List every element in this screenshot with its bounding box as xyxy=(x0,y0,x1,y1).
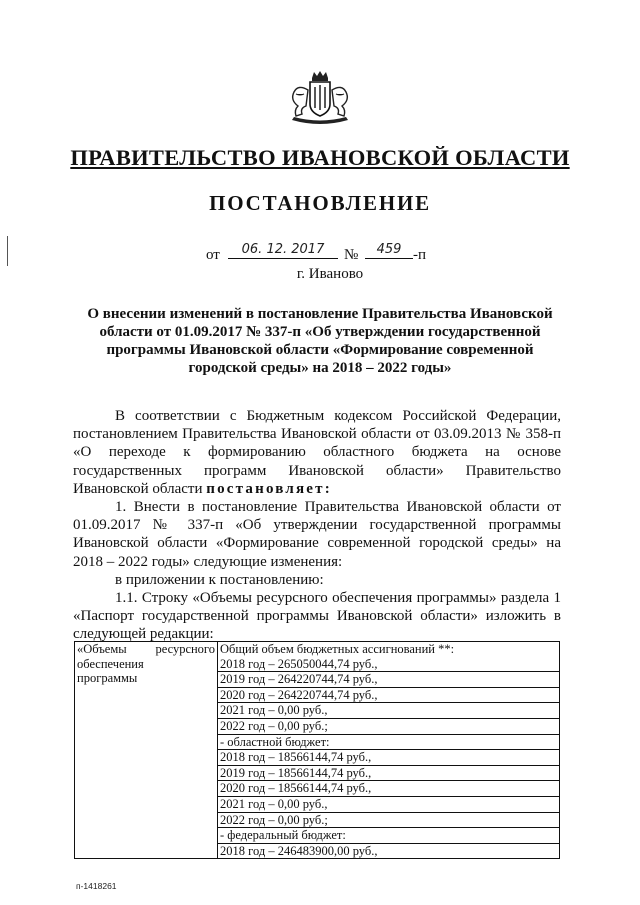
number-prefix: № xyxy=(344,247,359,263)
label-word: программы xyxy=(77,671,138,686)
organization-title: ПРАВИТЕЛЬСТВО ИВАНОВСКОЙ ОБЛАСТИ xyxy=(70,145,570,170)
table-line: 2018 год – 265050044,74 руб., xyxy=(218,657,559,673)
table-line: 2019 год – 18566144,74 руб., xyxy=(218,766,559,782)
table-row xyxy=(75,642,560,859)
document-subject: О внесении изменений в постановление Правительства Ивановской области от 01.09.2017 № 337-п «Об утверждении государственной программы Ивановской области «Формирование современной городской среды» на 2018 – 2022 годы» xyxy=(87,306,553,376)
paragraph-row-change: 1.1. Строку «Объемы ресурсного обеспечения программы» раздела 1 «Паспорт государственной программы Ивановской области» изложить в следующей редакции: xyxy=(73,590,561,643)
table-line: Общий объем бюджетных ассигнований **: xyxy=(220,642,455,656)
document-date: 06. 12. 2017 xyxy=(228,242,338,259)
resolves-word: постановляет: xyxy=(206,480,332,497)
resource-table xyxy=(74,641,560,859)
document-type: ПОСТАНОВЛЕНИЕ xyxy=(209,191,431,215)
table-line: 2021 год – 0,00 руб., xyxy=(218,703,559,719)
city: г. Иваново xyxy=(296,266,364,282)
table-line: - областной бюджет: xyxy=(218,735,559,751)
table-line: 2019 год – 264220744,74 руб., xyxy=(218,672,559,688)
document-number: 459 xyxy=(365,242,413,259)
table-line: - федеральный бюджет: xyxy=(218,828,559,844)
label-word: обеспечения xyxy=(77,656,144,671)
table-cell-values xyxy=(218,642,560,859)
table-line: 2022 год – 0,00 руб.; xyxy=(218,719,559,735)
table-line: 2021 год – 0,00 руб., xyxy=(218,797,559,813)
table-line: 2020 год – 264220744,74 руб., xyxy=(218,688,559,704)
number-suffix: -п xyxy=(413,247,427,263)
table-cell-label xyxy=(75,642,218,859)
table-line: 2022 год – 0,00 руб.; xyxy=(218,813,559,829)
date-prefix: от xyxy=(206,247,220,263)
margin-mark xyxy=(7,236,8,266)
table-line: 2018 год – 246483900,00 руб., xyxy=(220,843,378,858)
label-word: «Объемы xyxy=(77,642,127,656)
paragraph-basis xyxy=(73,407,561,498)
paragraph-basis-text: В соответствии с Бюджетным кодексом Российской Федерации, постановлением Правительства Ивановской области от 03.09.2013 № 358-п «О переходе к формированию областного бюджета на основе государственных программ Ивановской области» Правительство Ивановской области xyxy=(73,408,561,497)
document-body xyxy=(73,407,561,644)
label-word: ресурсного xyxy=(155,642,215,656)
paragraph-appendix: в приложении к постановлению: xyxy=(115,571,324,588)
coat-of-arms-icon xyxy=(286,70,354,128)
table-line: 2018 год – 18566144,74 руб., xyxy=(218,750,559,766)
document-code: п-1418261 xyxy=(76,881,117,891)
table-line: 2020 год – 18566144,74 руб., xyxy=(218,781,559,797)
paragraph-amend: 1. Внести в постановление Правительства Ивановской области от 01.09.2017 № 337-п «Об утверждении государственной программы Ивановской области «Формирование современной городской среды» на 2018 – 2022 годы» следующие изменения: xyxy=(73,499,561,570)
